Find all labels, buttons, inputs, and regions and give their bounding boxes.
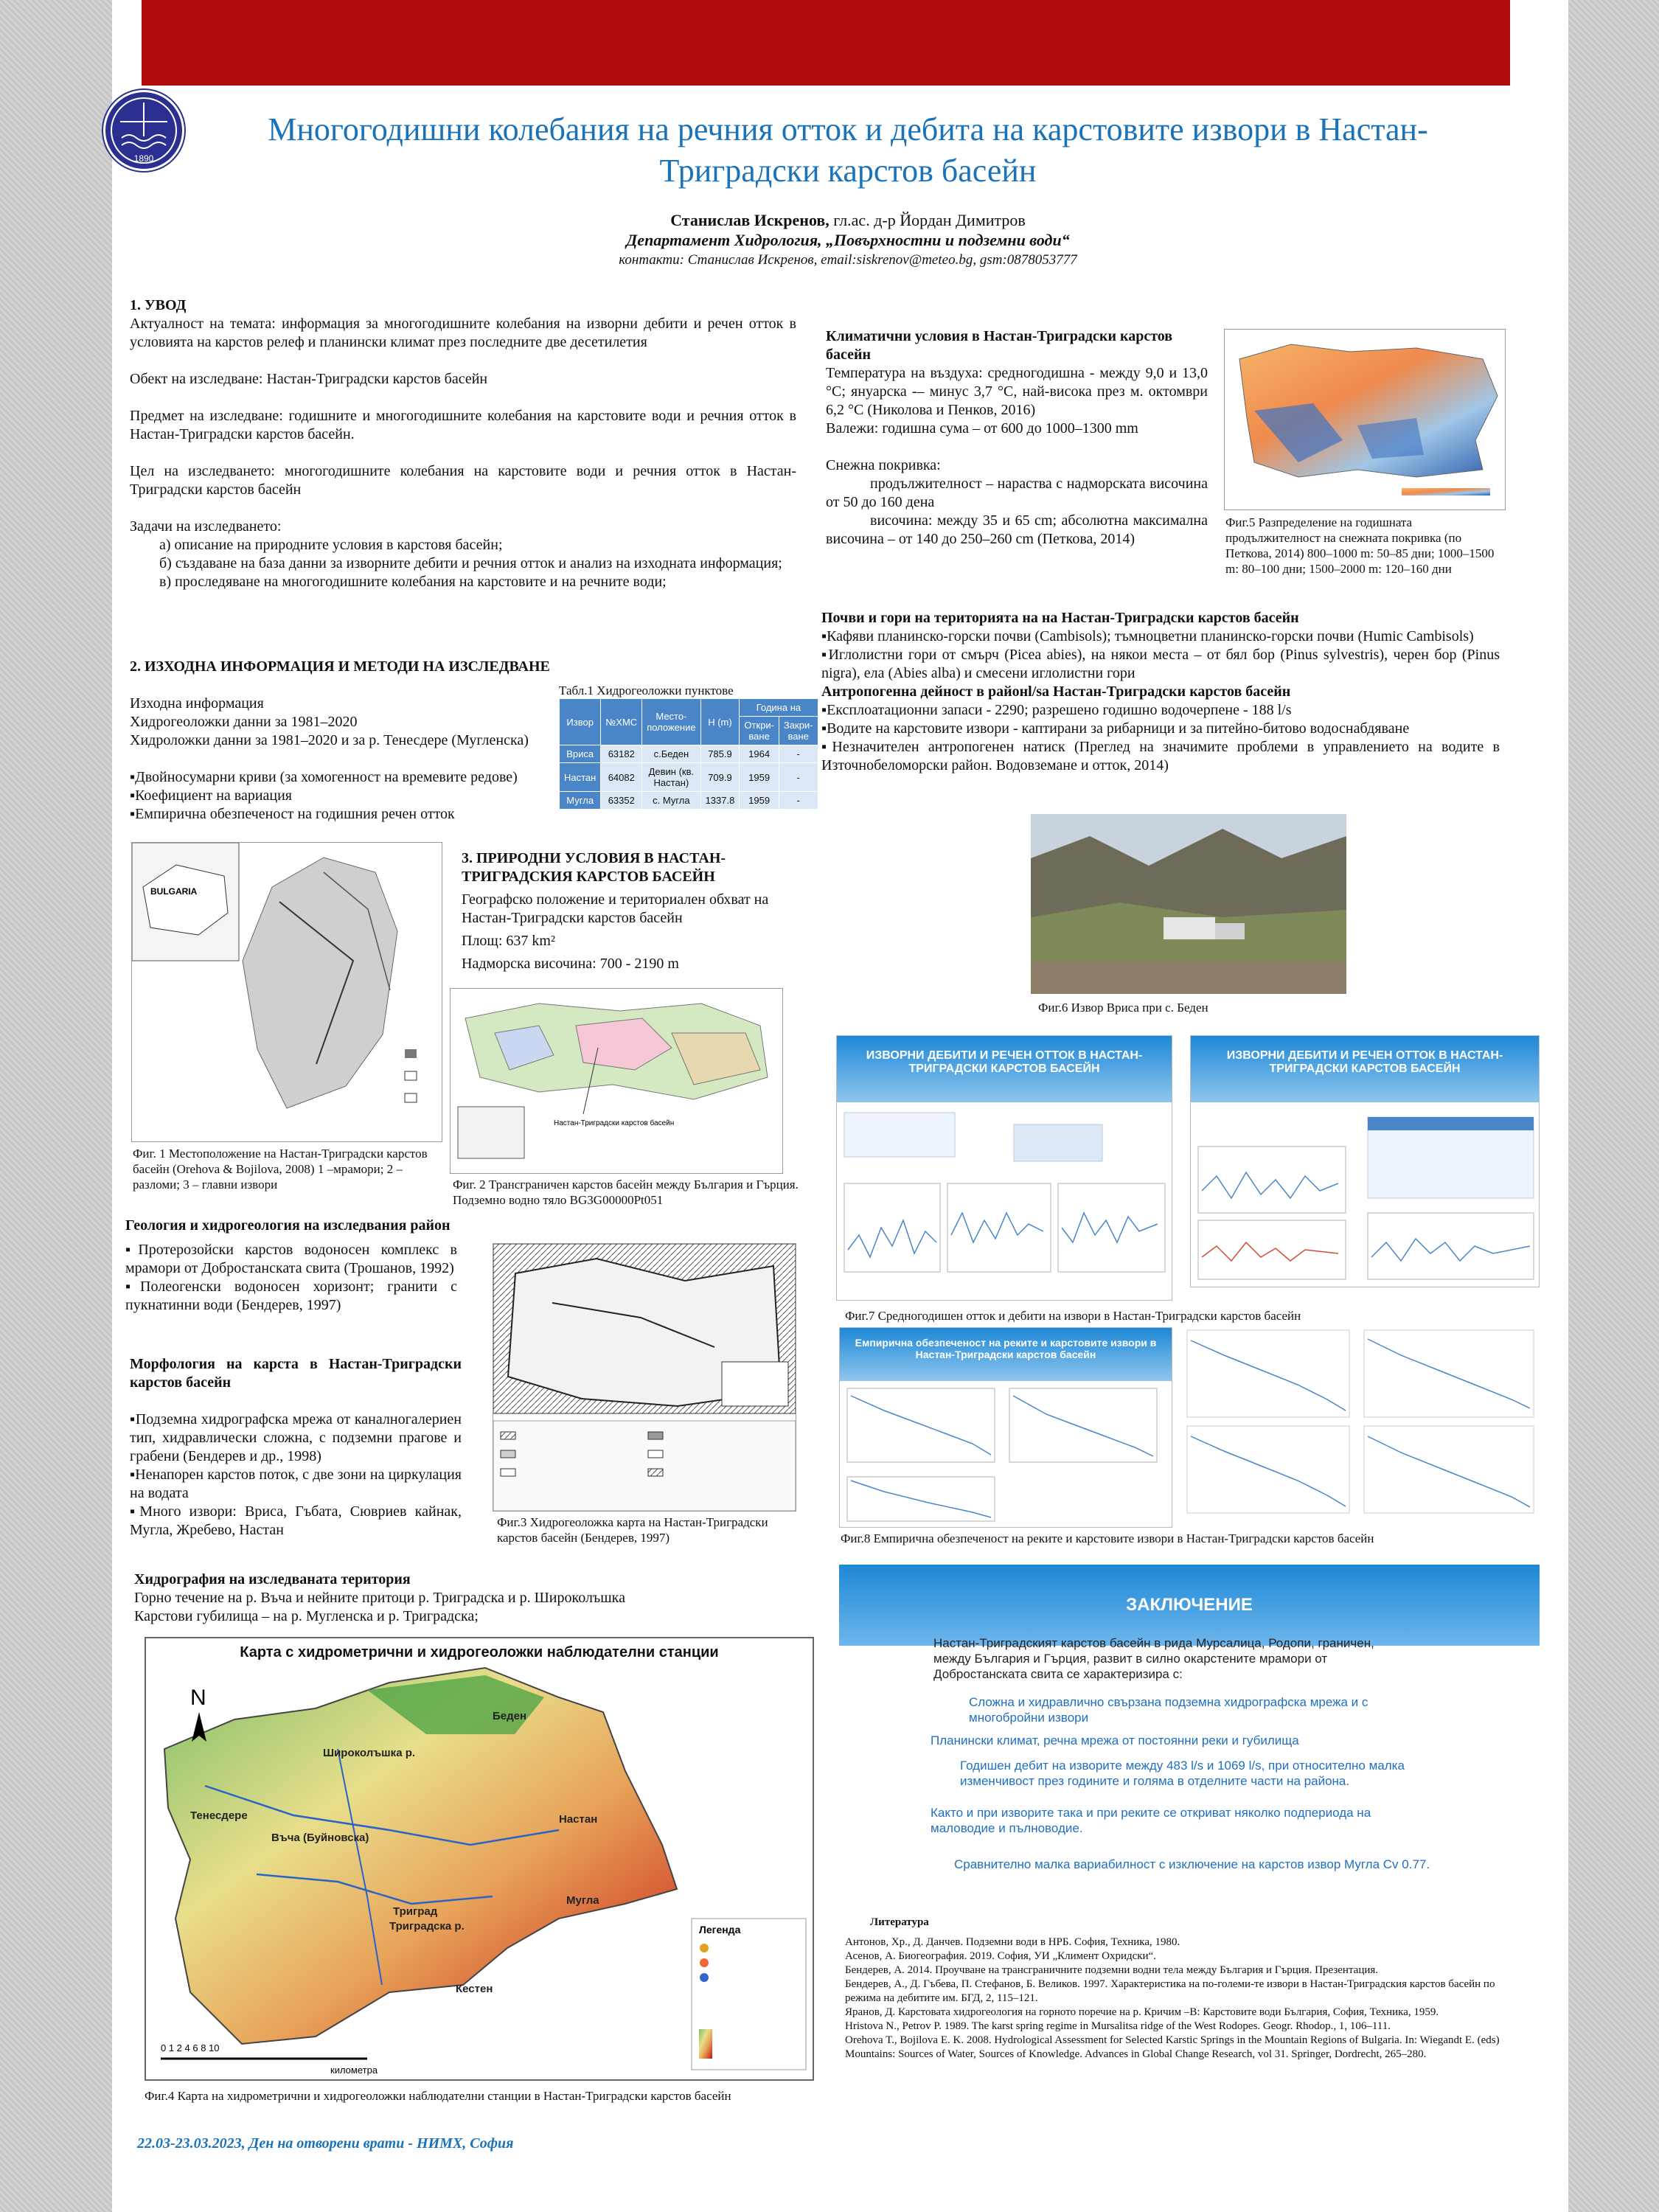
svg-text:Беден: Беден [493,1710,527,1722]
th-close: Закри-ване [779,717,818,745]
svg-text:Мугла: Мугла [566,1894,599,1907]
svg-text:BULGARIA: BULGARIA [150,886,198,897]
spring-vrisa-photo [1031,814,1346,994]
th-open: Откри-ване [740,717,779,745]
hydrography-l2: Карстови губилища – на р. Мугленска и р. Триградска; [134,1608,479,1624]
cell: Мугла [560,792,601,810]
hydrography-l1: Горно течение на р. Въча и нейните притоци р. Триградска и р. Широколъшка [134,1590,625,1606]
fig3-hydrogeology-map [493,1244,796,1511]
table-row [560,763,818,792]
literature-ref: Бендерев, А., Д. Гъбева, П. Стефанов, Б. Великов. 1997. Характеристика на по-големи-те извори в Настан-Триградския карстов басейн по режима на дебитите им. БГД, 2, 115–121. [845,1978,1495,2004]
morphology-section [130,1355,462,1540]
fig3-map [493,1243,796,1512]
cell: с.Беден [642,745,700,763]
cell: 63182 [601,745,642,763]
fig1-map [131,842,442,1142]
cell: Девин (кв. Настан) [642,763,700,792]
top-red-bar [142,0,1510,86]
cell: 1959 [740,792,779,810]
fig8-caption: Фиг.8 Емпирична обезпеченост на реките и карстовите извори в Настан-Триградски карстов басейн [841,1531,1374,1545]
cell: - [779,745,818,763]
poster-title: Многогодишни колебания на речния отток и дебита на карстовите извори в Настан-Триградски карстов басейн [268,111,1428,189]
author-name: Станислав Искренов, [670,211,830,229]
hydro-table [559,698,818,810]
cell: - [779,792,818,810]
intro-p3: Предмет на изследване: годишните и многогодишните колебания на карстовите води и речния отток в Настан-Триградски карстов басейн. [130,408,796,442]
conclusion-p1: Настан-Триградският карстов басейн в рида Мурсалица, Родопи, граничен, между България и Гърция, развит в силно окарстените мрамори от Добростанската свита се характеризира с: [933,1636,1374,1681]
fig7-caption: Фиг.7 Средногодишен отток и дебити на извори в Настан-Триградски карстов басейн [845,1309,1301,1323]
slide1-title: ИЗВОРНИ ДЕБИТИ И РЕЧЕН ОТТОК В НАСТАН-ТРИГРАДСКИ КАРСТОВ БАСЕЙН [837,1036,1172,1102]
soils-b4: ▪Водите на карстовите извори - каптирани за рибарници и за питейно-битово водоснабдяване [821,720,1410,737]
intro-p1: Актуалност на темата: информация за многогодишните колебания на изворни дебити и речен отток в условията на карстов релеф и планински климат през последните две десетилетия [130,316,796,350]
climate-p1: Температура на въздуха: средногодишна - между 9,0 и 13,0 °С; януарска -– минус 3,7 °С, най-висока през м. октомври 6,2 °С (Николова и Пенков, 2016) [826,365,1208,418]
geology-section [125,1217,457,1315]
fig8-charts [1180,1326,1541,1520]
methods-l3: Хидроложки данни за 1981–2020 и за р. Тенесдере (Мугленска) [130,732,529,748]
cell: Вриса [560,745,601,763]
cell: 1964 [740,745,779,763]
conclusion-heading: ЗАКЛЮЧЕНИЕ [839,1565,1540,1646]
climate-p2: Валежи: годишна сума – от 600 до 1000–1300 mm [826,420,1138,437]
fig8-slide-charts [840,1381,1172,1527]
natural-l2: Площ: 637 km² [462,933,555,949]
natural-heading: 3. ПРИРОДНИ УСЛОВИЯ В НАСТАН-ТРИГРАДСКИЯ КАРСТОВ БАСЕЙН [462,850,726,885]
literature-section [845,1916,1523,2062]
methods-heading: 2. ИЗХОДНА ИНФОРМАЦИЯ И МЕТОДИ НА ИЗСЛЕДВАНЕ [130,658,550,675]
morph-b3: ▪Много извори: Вриса, Гъбата, Сювриев кайнак, Мугла, Жребево, Настан [130,1503,462,1538]
literature-heading: Литература [870,1916,929,1928]
methods-l1: Изходна информация [130,695,264,712]
soils-b2: ▪Иглолистни гори от смърч (Picea abies), на някои места – от бял бор (Pinus sylvestris), черен бор (Pinus nigra), ела (Abies alba) и смесени иглолистни гори [821,647,1500,681]
svg-text:Триград: Триград [393,1905,438,1918]
fig5-snow-map [1225,330,1505,509]
conclusion-p4: Годишен дебит на изворите между 483 l/s и 1069 l/s, при относително малка изменчивост през годините и голяма в отделните части на района. [960,1759,1405,1788]
hydrography-heading: Хидрография на изследваната територия [134,1571,411,1587]
cell: с. Мугла [642,792,700,810]
footer-date: 22.03-23.03.2023, Ден на отворени врати - НИМХ, София [137,2135,514,2152]
morph-heading: Морфология на карста в Настан-Триградски карстов басейн [130,1356,462,1391]
cell: 1959 [740,763,779,792]
department: Департамент Хидрология, „Повърхностни и подземни води“ [626,231,1070,249]
intro-p5: Задачи на изследването: [130,518,282,535]
natural-section [462,849,801,973]
climate-p5: височина: между 35 и 65 cm; абсолютна максимална височина – от 140 до 250–260 cm (Петкова, 2014) [826,512,1208,547]
fig3-caption: Фиг.3 Хидрогеоложка карта на Настан-Триградски карстов басейн (Бендерев, 1997) [497,1515,768,1545]
svg-text:Настан-Триградски карстов басе: Настан-Триградски карстов басейн [554,1119,675,1127]
fig2-transboundary-map [451,989,782,1173]
intro-p2: Обект на изследване: Настан-Триградски карстов басейн [130,371,488,387]
intro-task-a: а) описание на природните условия в карстовя басейн; [159,537,503,553]
conclusion-p5: Както и при изворите така и при реките се откриват няколко подпериода на маловодие и пълноводие. [931,1806,1371,1835]
climate-section [826,327,1208,549]
fig7-slide-2 [1190,1035,1540,1287]
svg-text:Въча (Буйновска): Въча (Буйновска) [271,1832,369,1844]
th-location: Место-положение [642,699,700,745]
svg-text:N: N [190,1686,206,1710]
climate-heading: Климатични условия в Настан-Триградски карстов басейн [826,328,1173,363]
fig7-slide-1 [836,1035,1172,1301]
cell: 709.9 [700,763,740,792]
fig1-caption: Фиг. 1 Местоположение на Настан-Триградски карстов басейн (Orehova & Bojilova, 2008) 1 –мрамори; 2 – разломи; 3 – главни извори [133,1147,428,1192]
fig5-caption: Фиг.5 Разпределение на годишната продължителност на снежната покривка (по Петкова, 2014) 800–1000 m: 50–85 дни; 1000–1500 m: 80–100 дни; 1500–2000 m: 120–160 дни [1225,515,1495,576]
intro-task-c: в) проследяване на многогодишните колебания на карстовите и на речните води; [159,574,667,590]
svg-text:Широколъшка р.: Широколъшка р. [323,1747,416,1759]
fig6-photo [1031,814,1346,994]
table1-block [559,683,813,810]
fig8-slide-title: Емпирична обезпеченост на реките и карстовите извори в Настан-Триградски карстов басейн [840,1328,1172,1381]
conclusion-p2: Сложна и хидравлично свързана подземна хидрографска мрежа и с многобройни извори [969,1695,1368,1725]
cell: 64082 [601,763,642,792]
fig5-map [1224,329,1506,510]
authors-block [369,210,1327,270]
natural-l3: Надморска височина: 700 - 2190 m [462,956,679,972]
contacts: контакти: Станислав Искренов, email:siskrenov@meteo.bg, gsm:0878053777 [619,252,1077,268]
climate-p3: Снежна покривка: [826,457,941,473]
slide2-charts [1191,1102,1539,1287]
table-row [560,792,818,810]
methods-b2: ▪Коефициент на вариация [130,787,293,804]
soils-b1: ▪Кафяви планинско-горски почви (Cambisols); тъмноцветни планинско-горски почви (Humic Cambisols) [821,628,1474,644]
cell: 785.9 [700,745,740,763]
literature-ref: Hristova N., Petrov P. 1989. The karst spring regime in Mursalitsa ridge of the West Rodopes. Geogr. Rhodop., 1, 106–111. [845,2020,1391,2032]
svg-text:1890: 1890 [133,153,154,164]
intro-p4: Цел на изследването: многогодишните колебания на карстовите води и речния отток в Настан-Триградски карстов басейн [130,463,796,498]
fig8-slide [839,1327,1172,1528]
svg-text:0 1 2 4 6 8: 0 1 2 4 6 8 10 [161,2042,220,2053]
fig1-location-map [132,843,442,1141]
fig4-caption: Фиг.4 Карта на хидрометрични и хидрогеоложки наблюдателни станции в Настан-Триградски карстов басейн [145,2089,731,2103]
th-year: Година на [740,699,818,717]
hydrography-section [134,1571,798,1626]
literature-ref: Бендерев, А. 2014. Проучване на трансграничните подземни водни тела между България и Гърция. Презентация. [845,1964,1379,1976]
soils-section [821,609,1500,775]
svg-text:Тенесдере: Тенесдере [190,1809,248,1822]
morph-b2: ▪Ненапорен карстов поток, с две зони на циркулация на водата [130,1467,462,1501]
literature-ref: Асенов, А. Биогеография. 2019. София, УИ „Климент Охридски“. [845,1950,1156,1962]
svg-text:Триградска р.: Триградска р. [389,1920,465,1933]
geology-b2: ▪Полеогенски водоносен хоризонт; гранити с пукнатинни води (Бендерев, 1997) [125,1279,457,1313]
coauthor: гл.ас. д-р Йордан Димитров [829,211,1026,229]
slide2-title: ИЗВОРНИ ДЕБИТИ И РЕЧЕН ОТТОК В НАСТАН-ТРИГРАДСКИ КАРСТОВ БАСЕЙН [1191,1036,1539,1102]
fig2-map [450,988,783,1174]
nimh-logo [103,90,184,171]
svg-text:километра: километра [330,2065,378,2076]
conclusion-p6: Сравнително малка вариабилност с изключение на карстов извор Мугла Cv 0.77. [954,1857,1430,1871]
fig2-caption: Фиг. 2 Трансграничен карстов басейн между България и Гърция. Подземно водно тяло BG3G00000Pt051 [453,1178,799,1207]
fig4-map [145,1637,814,2081]
svg-text:Настан: Настан [559,1813,598,1826]
intro-task-b: б) създаване на база данни за изворните дебити и речния отток и анализ на изходната информация; [159,555,782,571]
intro-heading: 1. УВОД [130,297,187,313]
anthropogenic-heading: Антропогенна дейност в районl/sa Настан-Триградски карстов басейн [821,684,1291,700]
natural-l1: Географско положение и териториален обхват на Настан-Триградски карстов басейн [462,891,769,926]
literature-ref: Orehova T., Bojilova E. K. 2008. Hydrological Assessment for Selected Karstic Springs in the Mountain Regions of Bulgaria. In: Wiegandt E. (eds) Mountains: Sources of Water, Sources of Knowledge. Advances in Global Change Research, vol 31. Springer, Dordrecht, 265–280. [845,2034,1500,2060]
svg-text:Легенда: Легенда [699,1924,741,1935]
cell: - [779,763,818,792]
soils-b3: ▪Експлоатационни запаси - 2290; разрешено годишно водочерпене - 188 l/s [821,702,1292,718]
slide1-charts [837,1102,1172,1300]
conclusion-slide [839,1565,1540,1889]
cell: 63352 [601,792,642,810]
fig6-caption: Фиг.6 Извор Вриса при с. Беден [1038,1001,1208,1015]
geology-b1: ▪Протерозойски карстов водоносен комплекс в мрамори от Добростанската свита (Трошанов, 1992) [125,1242,457,1276]
cell: Настан [560,763,601,792]
methods-l2: Хидрогеоложки данни за 1981–2020 [130,714,358,730]
th-h: H (m) [700,699,740,745]
fig4-hydrometric-map [146,1638,813,2079]
methods-b3: ▪Емпирична обезпеченост на годишния речен отток [130,806,455,822]
climate-p4: продължителност – нараства с надморската височина от 50 до 160 дена [826,476,1208,510]
literature-ref: Яранов, Д. Карстовата хидрогеология на горното поречие на р. Кричим –В: Карстовите води България, София, Техника, 1959. [845,2006,1439,2018]
morph-b1: ▪Подземна хидрографска мрежа от каналногалериен тип, хидравлически сложна, с подземни прагове и грабени (Бендерев и др., 1998) [130,1411,462,1464]
geology-heading: Геология и хидрогеология на изследвания район [125,1217,451,1234]
table1-caption: Табл.1 Хидрогеоложки пунктове [559,684,734,698]
th-izvor: Извор [560,699,601,745]
soils-heading: Почви и гори на територията на на Настан-Триградски карстов басейн [821,610,1299,626]
fig4-map-title: Карта с хидрометрични и хидрогеоложки наблюдателни станции [240,1644,719,1660]
fig8-exceedance-curves [1180,1326,1541,1520]
soils-b5: ▪Незначителен антропогенен натиск (Преглед на значимите проблеми в управлението на водите в Източнобеломорски район. Водовземане и отток, 2014) [821,739,1500,773]
methods-b1: ▪Двойносумарни криви (за хомогенност на времевите редове) [130,769,518,785]
intro-section [130,296,796,591]
svg-text:Кестен: Кестен [456,1983,493,1995]
cell: 1337.8 [700,792,740,810]
logo-emblem-icon [105,92,182,169]
conclusion-p3: Планински климат, речна мрежа от постоянни реки и губилища [931,1733,1299,1747]
table-row [560,745,818,763]
literature-ref: Антонов, Хр., Д. Данчев. Подземни води в НРБ. София, Техника, 1980. [845,1936,1180,1948]
th-hms: №ХМС [601,699,642,745]
